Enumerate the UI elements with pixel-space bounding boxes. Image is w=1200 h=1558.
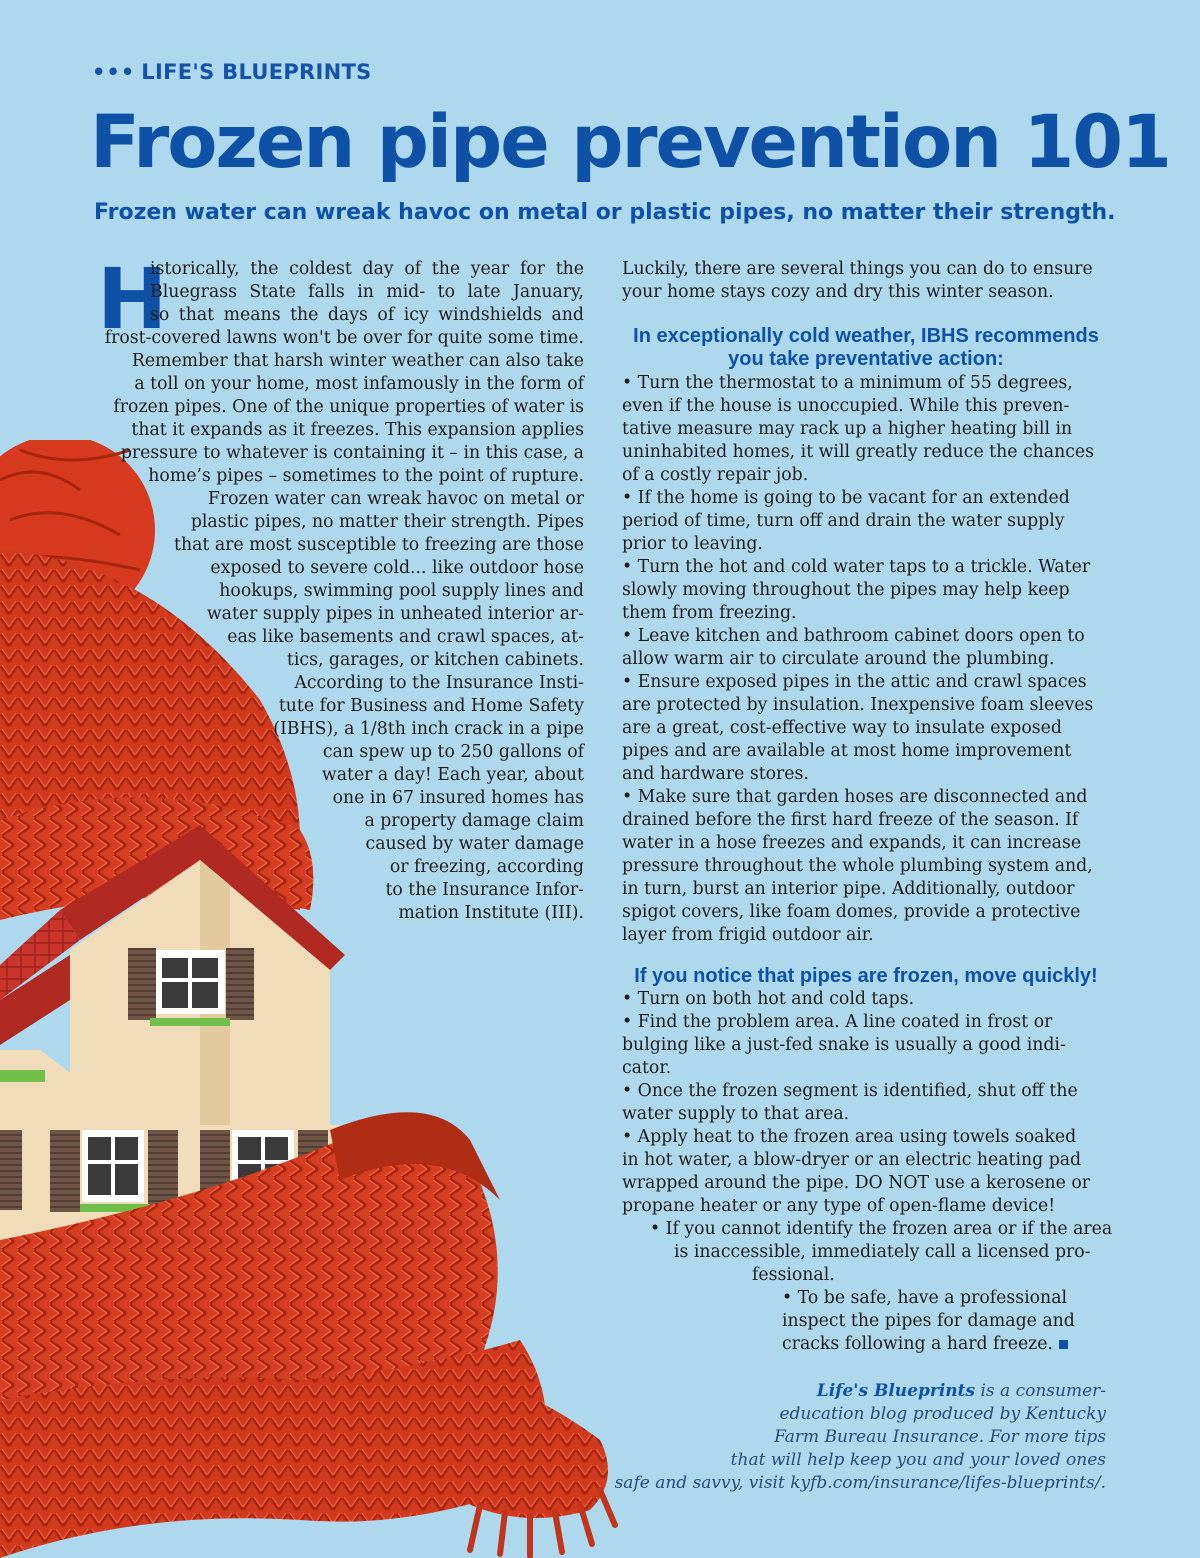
- body-line: pressure to whatever is containing it – in this case, a: [120, 443, 584, 463]
- intro-line: istorically, the coldest day of the year for the: [150, 259, 584, 279]
- body-line: eas like basements and crawl spaces, at-: [227, 627, 584, 647]
- list-line: pipes and are available at most home improvement: [622, 741, 1072, 761]
- body-line: can spew up to 250 gallons of: [322, 742, 584, 762]
- list-line: • Turn the hot and cold water taps to a trickle. Water: [622, 557, 1091, 577]
- kicker-dots: •••: [92, 60, 136, 84]
- body-line: to the Insurance Infor-: [385, 880, 584, 900]
- list-line: them from freezing.: [622, 603, 797, 623]
- page-title: Frozen pipe prevention 101: [90, 100, 1170, 185]
- heading-frozen-pipes: If you notice that pipes are frozen, move quickly!: [634, 965, 1098, 987]
- list-line: spigot covers, like foam domes, provide a protective: [622, 902, 1081, 922]
- list-line: • Make sure that garden hoses are disconnected and: [622, 787, 1088, 807]
- list-line: is inaccessible, immediately call a licensed pro-: [674, 1242, 1091, 1262]
- body-line: exposed to severe cold... like outdoor hose: [210, 558, 584, 578]
- list-line: propane heater or any type of open-flame device!: [622, 1196, 1056, 1216]
- list-line: tative measure may rack up a higher heating bill in: [622, 419, 1073, 439]
- kicker-label: LIFE'S BLUEPRINTS: [141, 60, 372, 84]
- body-line: water supply pipes in unheated interior ar-: [206, 604, 584, 624]
- body-line: a toll on your home, most infamously in the form of: [134, 374, 584, 394]
- list-line: of a costly repair job.: [622, 465, 809, 485]
- intro-line: frost-covered lawns won't be over for quite some time.: [104, 328, 584, 348]
- body-line: hookups, swimming pool supply lines and: [219, 581, 584, 601]
- list-line: pressure throughout the whole plumbing system and,: [622, 856, 1093, 876]
- credit-line: is a consumer-: [975, 1381, 1106, 1401]
- credit-line: Farm Bureau Insurance. For more tips: [774, 1427, 1106, 1447]
- list-line: uninhabited homes, it will greatly reduce the chances: [622, 442, 1094, 462]
- blog-brand: Life's Blueprints: [816, 1381, 976, 1401]
- intro-line: Bluegrass State falls in mid- to late January,: [150, 282, 584, 302]
- list-line: water supply to that area.: [622, 1104, 850, 1124]
- list-line: prior to leaving.: [622, 534, 763, 554]
- body-line: that it expands as it freezes. This expansion applies: [131, 420, 584, 440]
- list-line: layer from frigid outdoor air.: [622, 925, 874, 945]
- list-line: bulging like a just-fed snake is usually a good indi-: [622, 1035, 1066, 1055]
- body-line: tute for Business and Home Safety: [278, 696, 584, 716]
- lead-line: Luckily, there are several things you can do to ensure: [622, 259, 1093, 279]
- list-line: wrapped around the pipe. DO NOT use a kerosene or: [622, 1173, 1091, 1193]
- list-line: • Ensure exposed pipes in the attic and crawl spaces: [622, 672, 1087, 692]
- body-line: or freezing, according: [389, 857, 584, 877]
- list-line: in hot water, a blow-dryer or an electric heating pad: [622, 1150, 1082, 1170]
- body-line: frozen pipes. One of the unique properties of water is: [113, 397, 584, 417]
- list-line: are a great, cost-effective way to insulate exposed: [622, 718, 1062, 738]
- credit-link-line: safe and savvy, visit kyfb.com/insurance/lifes-blueprints/.: [614, 1473, 1106, 1493]
- list-line: • Apply heat to the frozen area using towels soaked: [622, 1127, 1077, 1147]
- list-line: • If you cannot identify the frozen area or if the area: [650, 1219, 1113, 1239]
- body-line: water a day! Each year, about: [321, 765, 584, 785]
- heading-line: you take preventative action:: [728, 348, 1004, 370]
- list-line: cracks following a hard freeze.: [622, 1333, 1110, 1356]
- list-line: and hardware stores.: [622, 764, 809, 784]
- list-line: water in a hose freezes and expands, it can increase: [622, 833, 1082, 853]
- list-line: • Leave kitchen and bathroom cabinet doors open to: [622, 626, 1085, 646]
- list-line: even if the house is unoccupied. While this preven-: [622, 396, 1070, 416]
- list-line: allow warm air to circulate around the plumbing.: [622, 649, 1055, 669]
- intro-line: so that means the days of icy windshields and: [150, 305, 584, 325]
- body-line: one in 67 insured homes has: [332, 788, 584, 808]
- list-line: • Turn the thermostat to a minimum of 55 degrees,: [622, 373, 1073, 393]
- heading-line: In exceptionally cold weather, IBHS recommends: [633, 325, 1099, 347]
- body-line: Remember that harsh winter weather can also take: [131, 351, 584, 371]
- page-subtitle: Frozen water can wreak havoc on metal or plastic pipes, no matter their strength.: [94, 200, 1116, 225]
- body-line: that are most susceptible to freezing are those: [174, 535, 584, 555]
- body-line: caused by water damage: [365, 834, 584, 854]
- list-line: period of time, turn off and drain the water supply: [622, 511, 1065, 531]
- prevention-list: [622, 372, 1110, 947]
- body-line: Frozen water can wreak havoc on metal or: [207, 489, 584, 509]
- list-line: fessional.: [752, 1265, 835, 1285]
- body-line: (IBHS), a 1/8th inch crack in a pipe: [273, 719, 584, 739]
- section-kicker: [92, 60, 372, 84]
- blog-credit: [586, 1380, 1106, 1495]
- frozen-pipes-list: [622, 988, 1113, 1356]
- list-line: drained before the first hard freeze of the season. If: [622, 810, 1079, 830]
- drop-cap: H: [97, 250, 168, 348]
- intro-paragraph-1-end: [96, 327, 584, 350]
- left-column-body: [96, 350, 584, 925]
- list-line: • To be safe, have a professional: [782, 1288, 1068, 1308]
- lead-line: your home stays cozy and dry this winter season.: [622, 282, 1054, 302]
- list-line: in turn, burst an interior pipe. Additionally, outdoor: [622, 879, 1075, 899]
- body-line: home’s pipes – sometimes to the point of rupture.: [148, 466, 584, 486]
- body-line: plastic pipes, no matter their strength. Pipes: [190, 512, 584, 532]
- body-line: According to the Insurance Insti-: [294, 673, 584, 693]
- list-line: inspect the pipes for damage and: [782, 1311, 1075, 1331]
- body-line: tics, garages, or kitchen cabinets.: [286, 650, 584, 670]
- list-line: • Find the problem area. A line coated in frost or: [622, 1012, 1053, 1032]
- right-lead-paragraph: [622, 258, 1110, 304]
- list-line: • Turn on both hot and cold taps.: [622, 989, 915, 1009]
- intro-paragraph-1: [150, 258, 584, 327]
- list-line: are protected by insulation. Inexpensive foam sleeves: [622, 695, 1094, 715]
- list-line: slowly moving throughout the pipes may help keep: [622, 580, 1070, 600]
- list-line: • Once the frozen segment is identified, shut off the: [622, 1081, 1078, 1101]
- credit-line: that will help keep you and your loved ones: [730, 1450, 1106, 1470]
- list-line: cator.: [622, 1058, 672, 1078]
- credit-line: education blog produced by Kentucky: [779, 1404, 1106, 1424]
- body-line: mation Institute (III).: [398, 903, 584, 923]
- end-of-article-mark: [1059, 1340, 1068, 1349]
- list-line: • If the home is going to be vacant for an extended: [622, 488, 1070, 508]
- heading-cold-weather: [622, 325, 1110, 371]
- body-line: a property damage claim: [364, 811, 584, 831]
